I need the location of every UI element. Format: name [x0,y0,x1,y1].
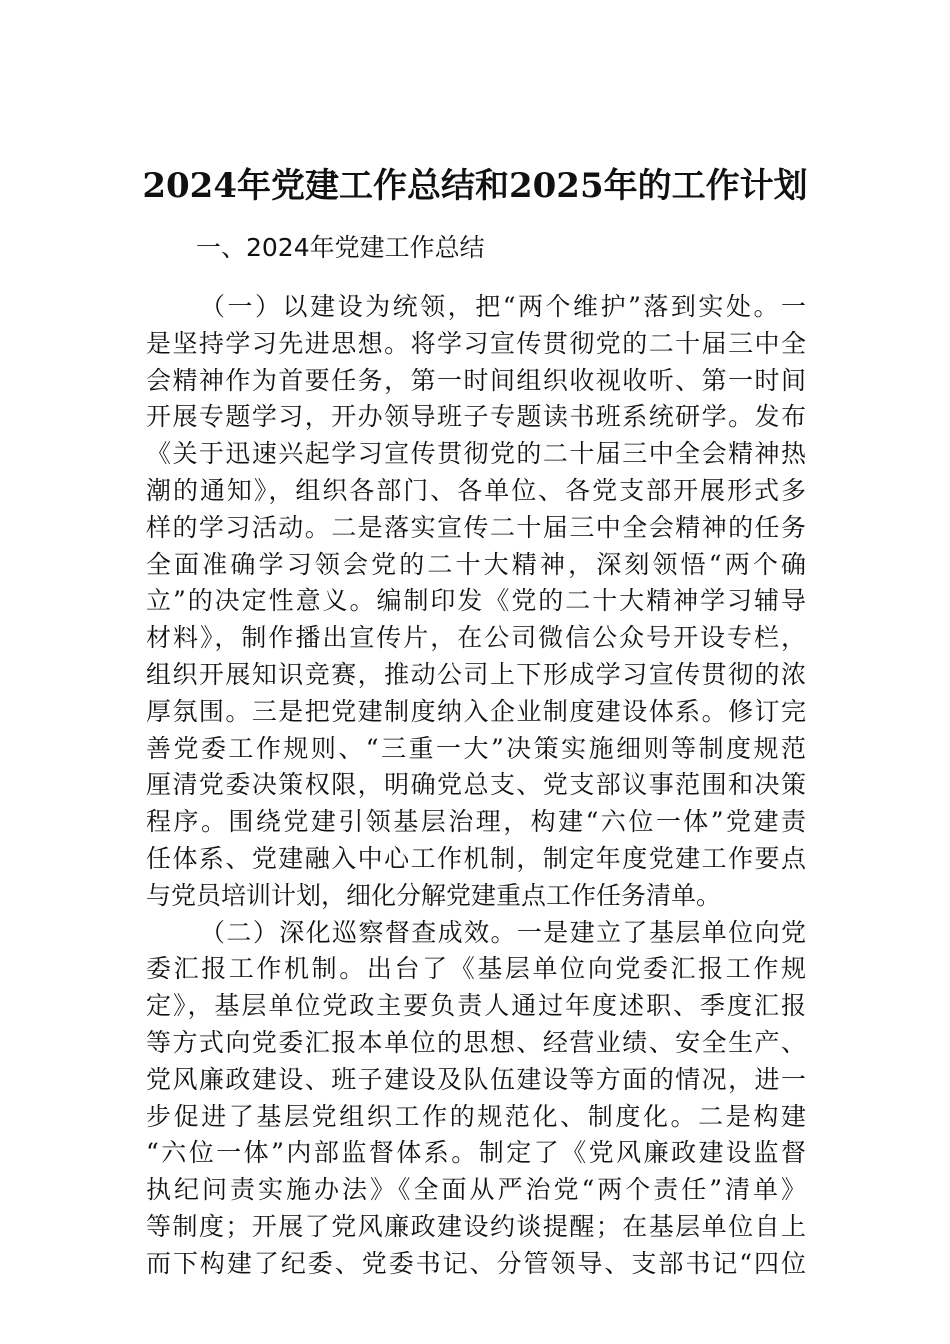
paragraph-line: 执纪问责实施办法》《全面从严治党“两个责任”清单》 [146,1175,806,1205]
paragraph-line: 而下构建了纪委、党委书记、分管领导、支部书记“四位 [146,1248,806,1278]
paragraph-line: “六位一体”内部监督体系。制定了《党风廉政建设监督 [146,1138,806,1168]
paragraph-line: 善党委工作规则、“三重一大”决策实施细则等制度规范 [146,733,806,763]
paragraph-line: 与党员培训计划，细化分解党建重点工作任务清单。 [146,880,722,910]
paragraph-line: 步促进了基层党组织工作的规范化、制度化。二是构建 [146,1101,806,1131]
paragraph-line: 等制度；开展了党风廉政建设约谈提醒；在基层单位自上 [146,1211,806,1241]
paragraph-line: 会精神作为首要任务，第一时间组织收视收听、第一时间 [146,365,806,395]
paragraph-line: 《关于迅速兴起学习宣传贯彻党的二十届三中全会精神热 [146,439,806,469]
paragraph-line: 立”的决定性意义。编制印发《党的二十大精神学习辅导 [146,586,806,616]
paragraph-line: 样的学习活动。二是落实宣传二十届三中全会精神的任务 [146,512,806,542]
paragraph-line: 是坚持学习先进思想。将学习宣传贯彻党的二十届三中全 [146,328,806,358]
paragraph-line: （一）以建设为统领，把“两个维护”落到实处。一 [200,292,806,321]
paragraph-line: 党风廉政建设、班子建设及队伍建设等方面的情况，进一 [146,1064,806,1094]
paragraph-line: （二）深化巡察督查成效。一是建立了基层单位向党 [200,917,806,947]
section-heading: 一、2024年党建工作总结 [196,233,485,262]
paragraph-line: 任体系、党建融入中心工作机制，制定年度党建工作要点 [146,843,806,873]
paragraph-line: 厘清党委决策权限，明确党总支、党支部议事范围和决策 [146,770,806,800]
paragraph-line: 潮的通知》，组织各部门、各单位、各党支部开展形式多 [146,475,806,505]
paragraph-line: 全面准确学习领会党的二十大精神，深刻领悟“两个确 [146,549,806,579]
paragraph-line: 委汇报工作机制。出台了《基层单位向党委汇报工作规 [146,954,806,984]
paragraph-line: 等方式向党委汇报本单位的思想、经营业绩、安全生产、 [146,1027,806,1057]
paragraph-line: 组织开展知识竞赛，推动公司上下形成学习宣传贯彻的浓 [146,659,806,689]
body-text [146,289,806,1283]
paragraph-line: 定》，基层单位党政主要负责人通过年度述职、季度汇报 [146,991,806,1021]
paragraph-line: 厚氛围。三是把党建制度纳入企业制度建设体系。修订完 [146,696,806,726]
paragraph-line: 程序。围绕党建引领基层治理，构建“六位一体”党建责 [146,807,806,837]
document-title: 2024年党建工作总结和2025年的工作计划 [142,166,808,206]
paragraph-line: 开展专题学习，开办领导班子专题读书班系统研学。发布 [146,402,806,432]
paragraph-line: 材料》，制作播出宣传片，在公司微信公众号开设专栏， [146,623,806,653]
